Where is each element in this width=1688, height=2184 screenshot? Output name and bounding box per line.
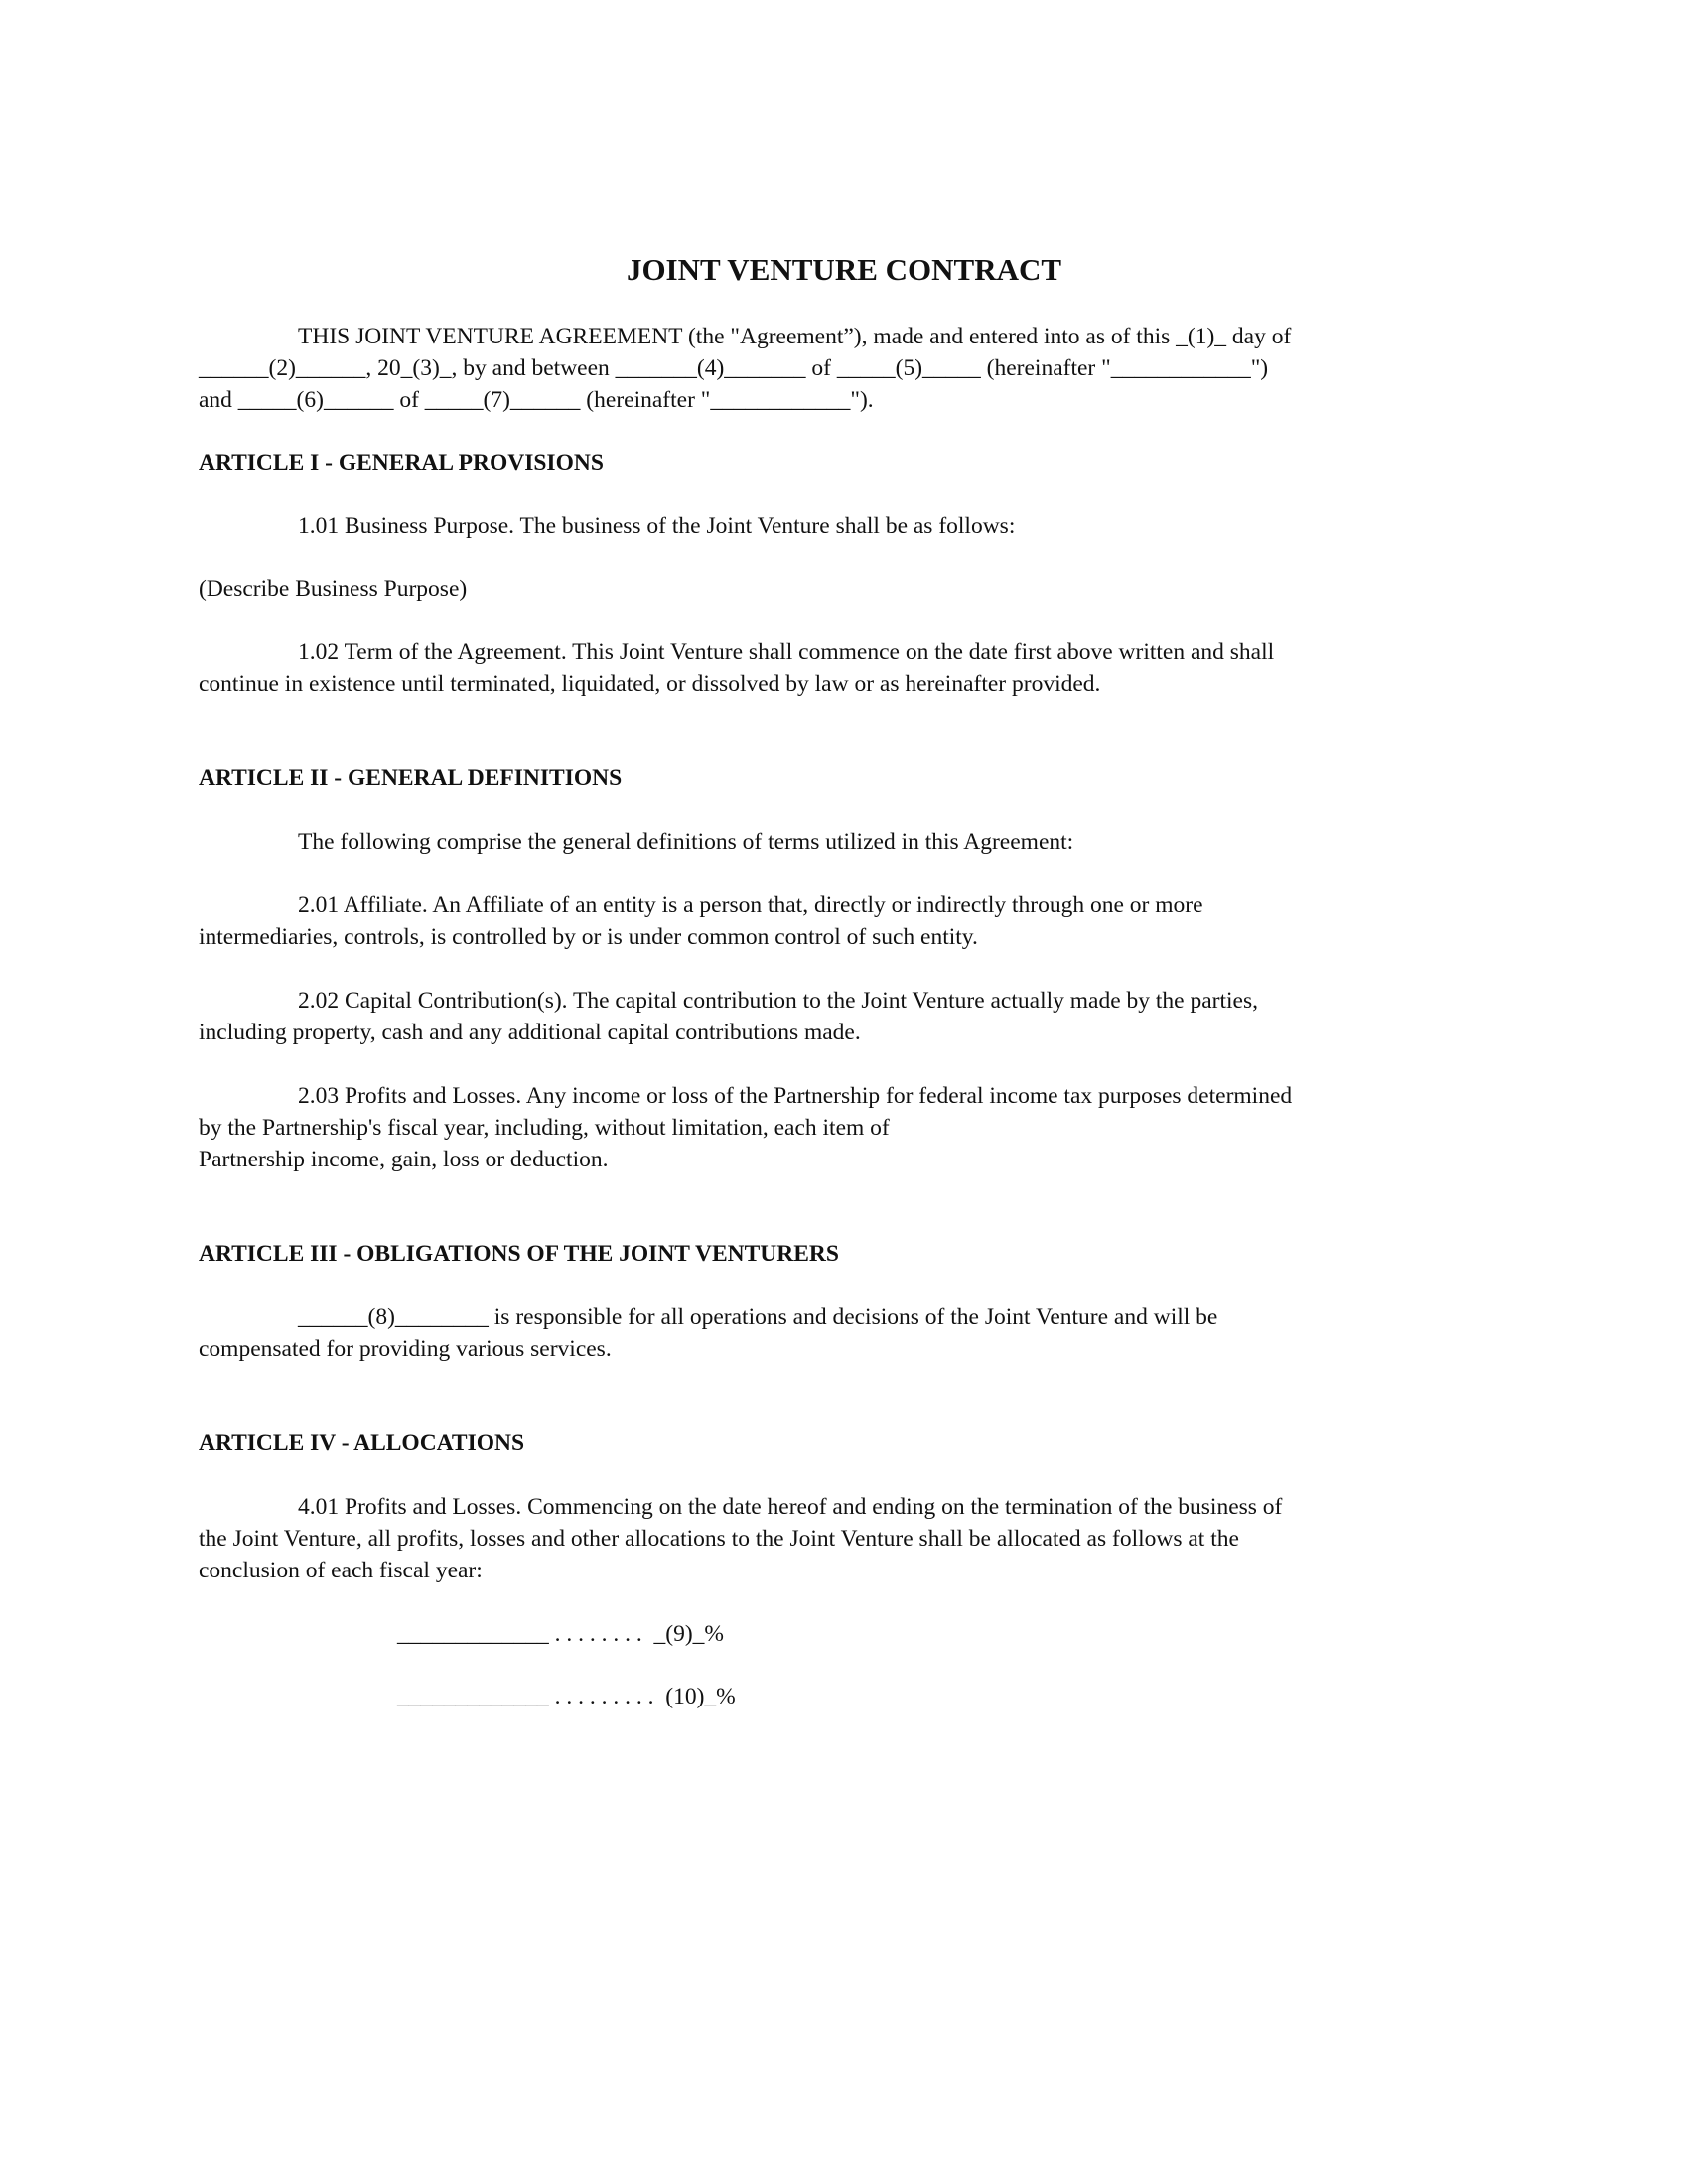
section-1-02-line-1: 1.02 Term of the Agreement. This Joint Venture shall commence on the date first above written and shall bbox=[298, 639, 1275, 665]
section-2-03-line-2: by the Partnership's fiscal year, including, without limitation, each item of bbox=[199, 1115, 890, 1141]
section-2-01-line-2: intermediaries, controls, is controlled by or is under common control of such entity. bbox=[199, 924, 978, 950]
article-3-line-1: ______(8)________ is responsible for all operations and decisions of the Joint Venture and will be bbox=[298, 1304, 1218, 1330]
article-1-heading: ARTICLE I - GENERAL PROVISIONS bbox=[199, 450, 604, 476]
section-1-01: 1.01 Business Purpose. The business of the Joint Venture shall be as follows: bbox=[298, 513, 1016, 539]
document-title: JOINT VENTURE CONTRACT bbox=[626, 252, 1062, 287]
section-2-03-line-1: 2.03 Profits and Losses. Any income or loss of the Partnership for federal income tax purposes determined bbox=[298, 1083, 1293, 1109]
section-2-01-line-1: 2.01 Affiliate. An Affiliate of an entity is a person that, directly or indirectly through one or more bbox=[298, 892, 1203, 918]
section-2-03-line-3: Partnership income, gain, loss or deduction. bbox=[199, 1147, 609, 1172]
section-4-01-line-2: the Joint Venture, all profits, losses and other allocations to the Joint Venture shall be allocated as follows at the bbox=[199, 1526, 1239, 1552]
article-3-heading: ARTICLE III - OBLIGATIONS OF THE JOINT VENTURERS bbox=[199, 1241, 839, 1267]
preamble-line-3: and _____(6)______ of _____(7)______ (hereinafter "____________"). bbox=[199, 387, 874, 413]
article-3-line-2: compensated for providing various services. bbox=[199, 1336, 612, 1362]
article-4-heading: ARTICLE IV - ALLOCATIONS bbox=[199, 1431, 525, 1456]
preamble-line-1: THIS JOINT VENTURE AGREEMENT (the "Agreement”), made and entered into as of this _(1)_ day of bbox=[298, 324, 1292, 349]
section-1-02-line-2: continue in existence until terminated, liquidated, or dissolved by law or as hereinafter provided. bbox=[199, 671, 1101, 697]
section-2-02-line-2: including property, cash and any additional capital contributions made. bbox=[199, 1020, 861, 1045]
definitions-intro: The following comprise the general definitions of terms utilized in this Agreement: bbox=[298, 829, 1074, 855]
business-purpose-placeholder: (Describe Business Purpose) bbox=[199, 576, 468, 602]
section-2-02-line-1: 2.02 Capital Contribution(s). The capital contribution to the Joint Venture actually made by the parties, bbox=[298, 988, 1258, 1014]
preamble-line-2: ______(2)______, 20_(3)_, by and between _______(4)_______ of _____(5)_____ (hereinafter "____________") bbox=[199, 355, 1269, 381]
allocation-line-1: _____________ . . . . . . . . _(9)_% bbox=[397, 1621, 724, 1647]
section-4-01-line-3: conclusion of each fiscal year: bbox=[199, 1558, 483, 1583]
article-2-heading: ARTICLE II - GENERAL DEFINITIONS bbox=[199, 765, 623, 791]
allocation-line-2: _____________ . . . . . . . . . (10)_% bbox=[397, 1684, 736, 1709]
section-4-01-line-1: 4.01 Profits and Losses. Commencing on the date hereof and ending on the termination of the business of bbox=[298, 1494, 1283, 1520]
